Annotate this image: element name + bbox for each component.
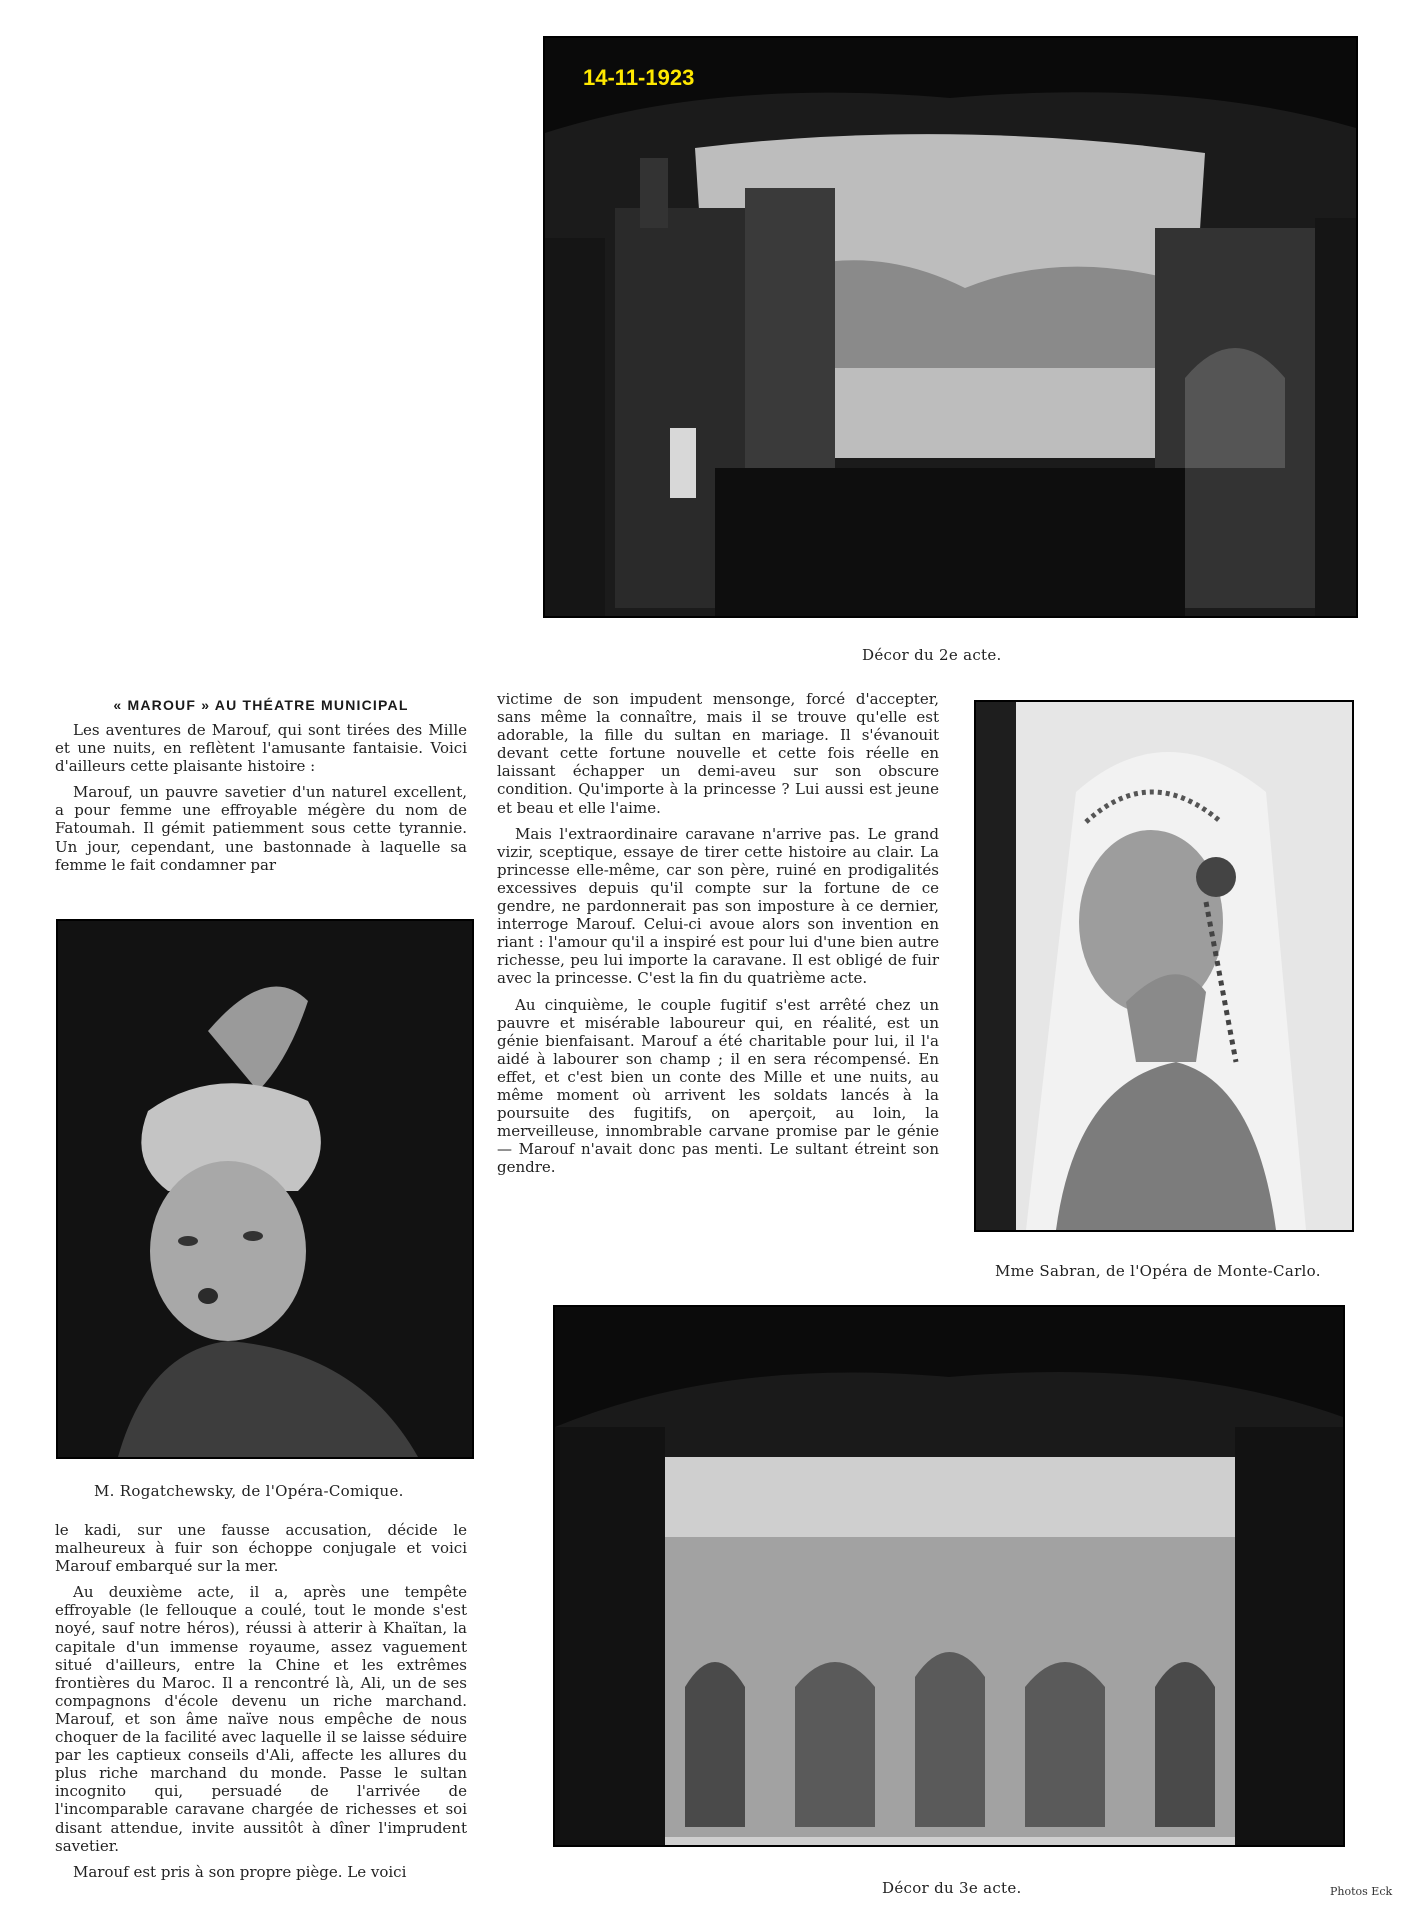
decor-act3-photo (553, 1305, 1345, 1847)
article-paragraph: le kadi, sur une fausse accusation, décide le malheureux à fuir son échoppe conjugale et voici Marouf embarqué sur la mer. (55, 1521, 467, 1576)
photo-credit: Photos Eck (1330, 1885, 1393, 1898)
decor-act3-caption: Décor du 3e acte. (882, 1879, 1022, 1897)
article-paragraph: Marouf, un pauvre savetier d'un naturel excellent, a pour femme une effroyable mégère du nom de Fatoumah. Il gémit patiemment sous cette tyrannie. Un jour, cependant, une bastonnade à laquelle sa femme le fait condamner par (55, 783, 467, 874)
decor-act2-caption: Décor du 2e acte. (862, 646, 1002, 664)
article-paragraph: Au deuxième acte, il a, après une tempête effroyable (le fellouque a coulé, tout le monde s'est noyé, sauf notre héros), réussi à atterir à Khaïtan, la capitale d'un immense royaume, assez vaguement situé d'ailleurs, entre la Chine et les extrêmes frontières du Maroc. Il a rencontré là, Ali, un de ses compagnons d'école devenu un riche marchand. Marouf, et son âme naïve nous empêche de nous choquer de la facilité avec laquelle il se laisse séduire par les captieux conseils d'Ali, affecte les allures du plus riche marchand du monde. Passe le sultan incognito qui, persuadé de l'arrivée de l'incomparable caravane chargée de richesses et soi disant attendue, invite aussitôt à dîner l'imprudent savetier. (55, 1583, 467, 1855)
date-stamp: 14-11-1923 (583, 65, 695, 90)
decor-act2-photo (543, 36, 1358, 618)
sabran-photo (974, 700, 1354, 1232)
article-paragraph: Les aventures de Marouf, qui sont tirées des Mille et une nuits, en reflètent l'amusante fantaisie. Voici d'ailleurs cette plaisante histoire : (55, 721, 467, 776)
rogatchewsky-photo (56, 919, 474, 1459)
article-paragraph: victime de son impudent mensonge, forcé d'accepter, sans même la connaître, mais il se trouve qu'elle est adorable, la fille du sultan en mariage. Il s'évanouit devant cette fortune nouvelle et cette fois réelle en laissant échapper un demi-aveu sur son obscure condition. Qu'importe à la princesse ? Lui aussi est jeune et beau et elle l'aime. (497, 690, 939, 817)
article-paragraph: Au cinquième, le couple fugitif s'est arrêté chez un pauvre et misérable laboureur qui, en réalité, est un génie bienfaisant. Marouf a été charitable pour lui, il l'a aidé à labourer son champ ; il en sera récompensé. En effet, et c'est bien un conte des Mille et une nuits, au même moment où arrivent les soldats lancés à la poursuite des fugitifs, on aperçoit, au loin, la merveilleuse, innombrable carvane promise par le génie — Marouf n'avait donc pas menti. Le sultant étreint son gendre. (497, 995, 939, 1177)
article-paragraph: Marouf est pris à son propre piège. Le voici (73, 1862, 407, 1881)
sabran-caption: Mme Sabran, de l'Opéra de Monte-Carlo. (995, 1262, 1321, 1280)
article-column1-bottom (55, 1521, 467, 1881)
article-headline: « MAROUF » AU THÉATRE MUNICIPAL (113, 697, 409, 713)
article-column2 (497, 690, 939, 1176)
article-paragraph: Mais l'extraordinaire caravane n'arrive pas. Le grand vizir, sceptique, essaye de tirer cette histoire au clair. La princesse elle-même, car son père, ruiné en prodigalités excessives depuis qu'il compte sur la fortune de ce gendre, ne pardonnerait pas son imposture à ce dernier, interroge Marouf. Celui-ci avoue alors son invention en riant : l'amour qu'il a inspiré est pour lui d'une bien autre richesse, peu lui importe la caravane. Il est obligé de fuir avec la princesse. C'est la fin du quatrième acte. (497, 824, 939, 988)
article-column1-top (55, 721, 467, 874)
rogatchewsky-caption: M. Rogatchewsky, de l'Opéra-Comique. (94, 1482, 404, 1500)
